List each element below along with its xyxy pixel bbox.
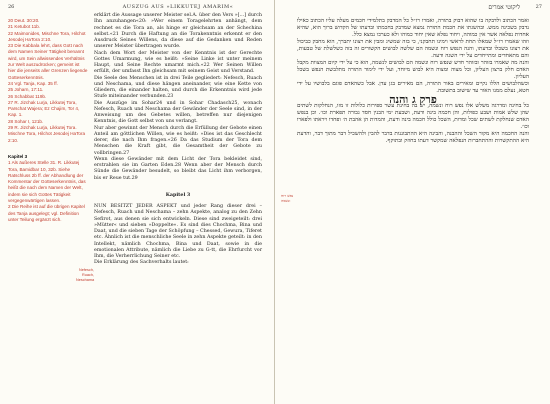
footnote: 28 Sohar I, 121b.	[8, 118, 44, 124]
running-head-right: ליקוטי אמרים	[488, 4, 520, 11]
footnote: 29 R. Jizchak Lurja, Likkutej Tora.	[8, 125, 77, 131]
hebrew-paragraph: וזהו שאמרו רז״ל שמאלו תחת לראשי וימינו תחבקני, כי בזה שמשיג ומבין את רצונו יתברך, הוא מחבק כביכול את רצונו בשכלו ובדעתו, והנה הנפש רוח ונשמה הם שלשה לבושים הקשורים זה בזה כשלשלת של טבעות, והם מתאחדים ומתייחדים על ידי השגה ודעה.	[297, 39, 529, 60]
footnote: 20 Deut. 30:20.	[8, 18, 40, 23]
paragraph: Die Auszüge im Sohar24 und in Sohar Chadasch25, wonach Nefesch, Ruach und Neschama der Gewänder der Seele sind, in der Anweisung um des Gebetes willen, betreffen nur diejenigen Kenntnis, die Gott selbst von uns verlangt.	[94, 100, 262, 125]
hebrew-paragraph: ואמר הכתוב ולדבקה בו שהוא דבוק בתורה, ואמרו רז״ל כל המדבק בתלמידי חכמים מעלה עליו הכתוב כאילו נדבק בשכינה ממש. ובהשגתו את חכמת התורה נמצא שמדבק בחכמתו ובדעתו של הקדוש ברוך הוא, שהיא אחדות נפלאה אשר אין כמוהה, ויחוד נפלא שאין יחוד כמוהו ולא כערכו נמצא כלל.	[297, 18, 529, 39]
paragraph: Die Seele des Menschen ist in drei Teile gegliedert: Nefesch, Ruach und Neschama, und diese hängen aneinander, wie eine Kette von Gliedern, die einander halten, und durch die Erkenntnis wird jede Stufe miteinander verbunden.23	[94, 75, 262, 100]
footnote: 23 Die Kabbala lehrt, dass Gott nach dem Namen Seiner Tätigkeit benannt wird, um Sein allwissendes Verhältnis zur Welt auszudrücken; gemeint ist hier die jenseits aller Grenzen liegende Gotteserkenntnis.	[8, 43, 88, 80]
hebrew-text-column	[297, 18, 529, 145]
footnote: 22 Maimonides, Mischne Tora, Hilchot Jesodej HaTora 2:10.	[8, 30, 86, 42]
footnotes-kapitel-heading: Kapitel 3	[8, 153, 28, 159]
footnote: 21 Ketubot 11b.	[8, 24, 41, 30]
paragraph: Wenn diese Gewänder mit dem Licht der Tora bekleidet sind, erstrahlen sie im Garten Eden.28 Wenn aber der Mensch durch Sünde die Gewänder besudelt, so bleibt das Licht ihm verborgen, bis er Reue tut.29	[94, 156, 262, 181]
margin-note: Nefesch, Ruach, Neschama	[76, 268, 95, 282]
footnote: 1 Als äußeres Stelle 31. R. Likkutej Tora, Bamidbar 10, 32b. Siehe Ratschluss 2b ff. der Abhandlung der Kommentar der Gotteserkenntnis, das heißt die nach dem Namen der Welt, indem sie sich Gottes Tätigkeit vergegenwärtigen lassen.	[8, 160, 86, 204]
main-text-column	[94, 13, 262, 267]
hebrew-paragraph: והנה החכמה היא מקור השכל וההבנה, והבינה היא ההתבוננות בדבר להבין ולהשכיל דבר מתוך דבר, והדעת היא ההתקשרות וההתחברות הנפלאה שמקשר דעתו בחוזק ובתוקף.	[297, 130, 529, 144]
hebrew-margin-note: נפש רוח ונשמה	[281, 193, 294, 203]
footnote: 24 Vgl. Tanja, Kap. 35 ff.	[8, 80, 58, 86]
footnote: Mischne Tora, Hilchot Jesodej HaTora 2:10.	[8, 131, 86, 143]
hebrew-chapter-heading: פרק ג והנה	[389, 92, 437, 106]
page-number-right: 27	[535, 4, 542, 10]
footnote: 2 Die Reihe ist auf die übrigen Kapitel des Tanja ausgelegt; vgl. Definition unter Teilung ergänzt sich.	[8, 204, 85, 222]
footnote: 26 Schabbat 119b.	[8, 93, 47, 99]
hebrew-paragraph: וכשהלבושים הללו נקיים ומאירים באור התורה, הם מאירים בגן עדן. אבל כשהאדם פוגם בלבושיו על ידי חטא, נעלם ממנו האור עד שישוב בתשובה.	[297, 81, 529, 95]
footnotes-column	[8, 18, 88, 223]
chapter-heading: Kapitel 3	[165, 191, 191, 198]
paragraph: erklärt die Aussage unserer Meister sel.A. über den Vers »[…] durch Ihn anzuhangen«20: »Wer einem Toragelehrten anhängt, dem rechnet es die Tora an, als hinge er gleichsam an der Schechina selbst.«21 Durch die Haftung an die Torakenntnis erkennt er den Ausdruck Seines Willens, da diese auf die Gedanken und Reden unserer Meister übertragen wurde.	[94, 13, 262, 50]
hebrew-paragraph: כל בחינה ומדרגה משלש אלו נפש רוח ונשמה, יש בה בחינת עשר ספירות כלולות זו מזו, הנחלקות לשתים שהן שלש אמות ושבע כפולות, והן חכמה בינה ודעת, ושבעת ימי הבנין חסד גבורה תפארת וכו׳. וכן בנפש האדם שנחלקת לשתים שכל ומדות, השכל כולל חכמה בינה ודעת, והמדות הן אהבת ה׳ ופחדו ויראתו ולפארו וכו׳.	[297, 102, 529, 130]
page-number-left: 26	[8, 4, 15, 10]
hebrew-paragraph: והנה מה שאמרו בזוהר ובזוהר חדש שנפש רוח ונשמה הם לבושים לנשמה, הוא כי על ידי קיום המצוות מקבל האדם חלק ברצון העליון, וכל מצוה ומצוה היא לבוש מיוחד, ועל ידי לימוד התורה מתלבשת הנפש בשכל העליון.	[297, 60, 529, 81]
footnote: 25 Joharn, 17:11.	[8, 87, 44, 93]
paragraph: Die Erklärung des Sachverhalts lautet:	[94, 260, 189, 266]
footnote: 27 R. Jizchak Lurja, Likkutej Tora, Parschat Wajera; Ez Chajim, Tor 4, Kap. 1.	[8, 99, 80, 118]
paragraph: Nach dem Wort der Meister von der Kenntnis ist der Gerechte Gottes Umarmung, wie es heißt: »Seine Linke ist unter meinem Haupt, und Seine Rechte umarmt mich.«22 Wer Seinen Willen erfüllt, der umfasst Ihn gleichsam mit seinem Geist und Verstand.	[94, 50, 262, 75]
running-head-left: AUSZUG AUS »LIKKUTEJ AMARIM«	[122, 4, 234, 10]
paragraph: Nur aber gewinnt der Mensch durch die Erfüllung der Gebote einen Anteil am göttlichen Willen, wie es heißt: »Dies ist das Geschlecht derer, die nach Ihm fragen.«26 Da das Studium der Tora dem Menschen die Kraft gibt, die Gesamtheit der Gebote zu vollbringen.27	[94, 125, 262, 156]
paragraph: NUN BESITZT JEDER ASPEKT und jeder Rang dieser drei – Nefesch, Ruach und Neschama – zehn Aspekte, analog zu den Zehn Sefirot, aus denen sie sich entwickeln. Diese sind zweigeteilt: drei »Mütter« und sieben »Doppelte«. Es sind dies Chochma, Bina und Daat, und die sieben Tage der Schöpfung – Chessed, Gewura, Tiferet etc. Ähnlich ist die menschliche Seele in zehn Aspekte geteilt: in den Intellekt, nämlich Chochma, Bina und Daat, sowie in die emotionalen Attribute, nämlich die Liebe zu G-tt, die Ehrfurcht vor Ihm, die Verherrlichung Seiner etc.	[94, 204, 262, 259]
right-page	[275, 0, 550, 404]
